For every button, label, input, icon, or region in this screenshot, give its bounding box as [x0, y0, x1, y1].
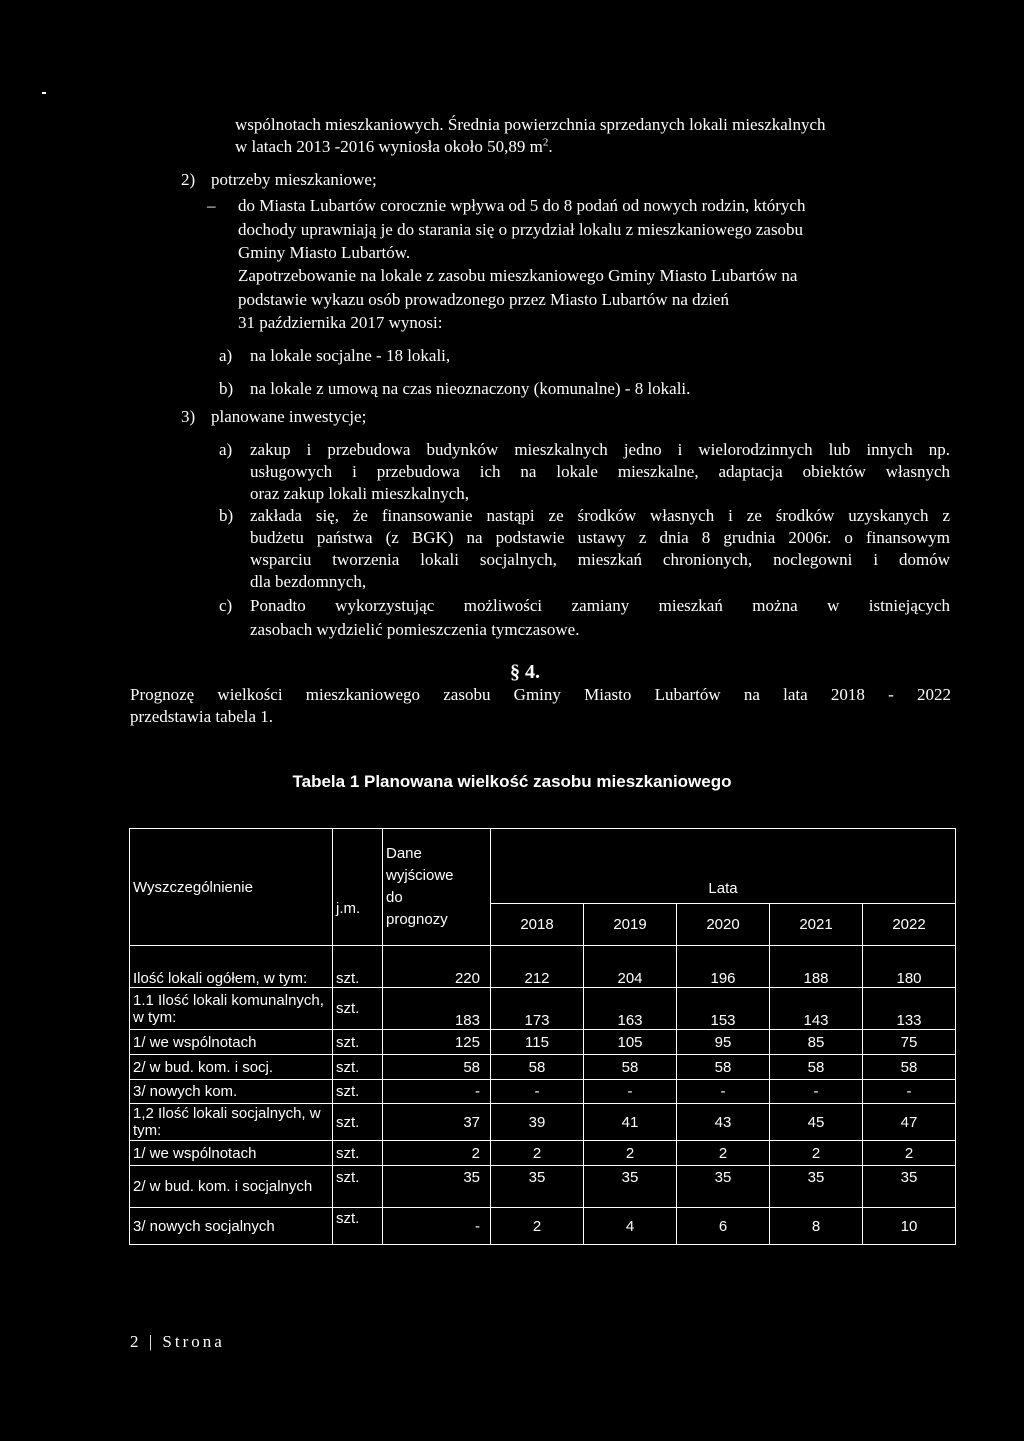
point3-a-marker: a)	[219, 440, 233, 459]
header-year: 2022	[863, 904, 956, 946]
table-row: 2/ w bud. kom. i socjalnych szt. 35 35 35 35 35 35	[130, 1166, 956, 1208]
point2-bullet: –	[207, 196, 216, 215]
table-row: 1/ we wspólnotach szt. 2 2 2 2 2 2	[130, 1141, 956, 1166]
para1-line1: wspólnotach mieszkaniowych. Średnia powierzchnia sprzedanych lokali mieszkalnych	[235, 115, 826, 134]
point3-b-line: zakłada się, że finansowanie nastąpi ze środków własnych i ze środków uzyskanych z	[250, 506, 950, 525]
header-years-label: Lata	[491, 829, 956, 904]
point3-a-line: zakup i przebudowa budynków mieszkalnych jedno i wielorodzinnych lub innych np.	[250, 440, 950, 459]
header-description: Wyszczególnienie	[130, 829, 333, 946]
table-row: 3/ nowych socjalnych szt. - 2 4 6 8 10	[130, 1208, 956, 1245]
header-unit: j.m.	[333, 829, 383, 946]
point3-b-marker: b)	[219, 506, 234, 525]
point3-b-line: wsparciu tworzenia lokali socjalnych, mieszkań chronionych, noclegowni i domów	[250, 550, 950, 569]
header-year: 2021	[770, 904, 863, 946]
point2-item-b-marker: b)	[219, 379, 234, 398]
point3-b-line: budżetu państwa (z BGK) na podstawie ustawy z dnia 8 grudnia 2006r. o finansowym	[250, 528, 950, 547]
point3-c-line: Ponadto wykorzystując możliwości zamiany mieszkań można w istniejących	[250, 596, 950, 615]
point3-a-line: usługowych i przebudowa ich na lokale mieszkalne, adaptacja obiektów własnych	[250, 462, 950, 481]
point2-item-a-marker: a)	[219, 346, 233, 365]
forecast-table	[129, 828, 956, 1245]
point2-bullet-line: Gminy Miasto Lubartów.	[238, 243, 411, 262]
header-base-data: Dane wyjściowe do prognozy	[383, 829, 491, 946]
point3-marker: 3)	[181, 407, 196, 426]
para1-line2: w latach 2013 -2016 wyniosła około 50,89 $m^2$.	[235, 136, 553, 156]
header-year: 2020	[677, 904, 770, 946]
section4-line: przedstawia tabela 1.	[130, 707, 274, 726]
point3-c-line: zasobach wydzielić pomieszczenia tymczasowe.	[250, 620, 580, 639]
point2-marker: 2)	[181, 170, 196, 189]
section4-line: Prognozę wielkości mieszkaniowego zasobu Gminy Miasto Lubartów na lata 2018 - 2022	[130, 685, 951, 704]
table-row: 2/ w bud. kom. i socj. szt. 58 58 58 58 58 58	[130, 1055, 956, 1080]
point2-demand-line: Zapotrzebowanie na lokale z zasobu mieszkaniowego Gminy Miasto Lubartów na	[238, 266, 798, 285]
table-title: Tabela 1 Planowana wielkość zasobu mieszkaniowego	[292, 772, 732, 791]
margin-mark	[42, 92, 46, 94]
header-year: 2019	[584, 904, 677, 946]
point3-title: planowane inwestycje;	[211, 407, 367, 426]
point3-a-line: oraz zakup lokali mieszkalnych,	[250, 484, 470, 503]
point2-bullet-line: do Miasta Lubartów corocznie wpływa od 5 do 8 podań od nowych rodzin, których	[238, 196, 806, 215]
table-row: 1.1 Ilość lokali komunalnych, w tym: szt. 183 173 163 153 143 133	[130, 988, 956, 1030]
table-row: 1,2 Ilość lokali socjalnych, w tym: szt. 37 39 41 43 45 47	[130, 1104, 956, 1141]
point3-c-marker: c)	[219, 596, 233, 615]
point3-b-line: dla bezdomnych,	[250, 572, 367, 591]
table-row: 1/ we wspólnotach szt. 125 115 105 95 85 75	[130, 1030, 956, 1055]
table-row: Ilość lokali ogółem, w tym: szt. 220 212 204 196 188 180	[130, 946, 956, 988]
point2-item-b: na lokale z umową na czas nieoznaczony (komunalne) - 8 lokali.	[250, 379, 691, 398]
header-year: 2018	[491, 904, 584, 946]
point2-item-a: na lokale socjalne - 18 lokali,	[250, 346, 451, 365]
page-footer: 2 | Strona	[130, 1332, 225, 1351]
point2-title: potrzeby mieszkaniowe;	[211, 170, 377, 189]
table-row: 3/ nowych kom. szt. - - - - - -	[130, 1080, 956, 1104]
point2-bullet-line: dochody uprawniają je do starania się o przydział lokalu z mieszkaniowego zasobu	[238, 220, 804, 239]
point2-demand-line: podstawie wykazu osób prowadzonego przez Miasto Lubartów na dzień	[238, 290, 729, 309]
section-symbol: § 4.	[510, 661, 540, 683]
point2-demand-line: 31 października 2017 wynosi:	[238, 313, 443, 332]
